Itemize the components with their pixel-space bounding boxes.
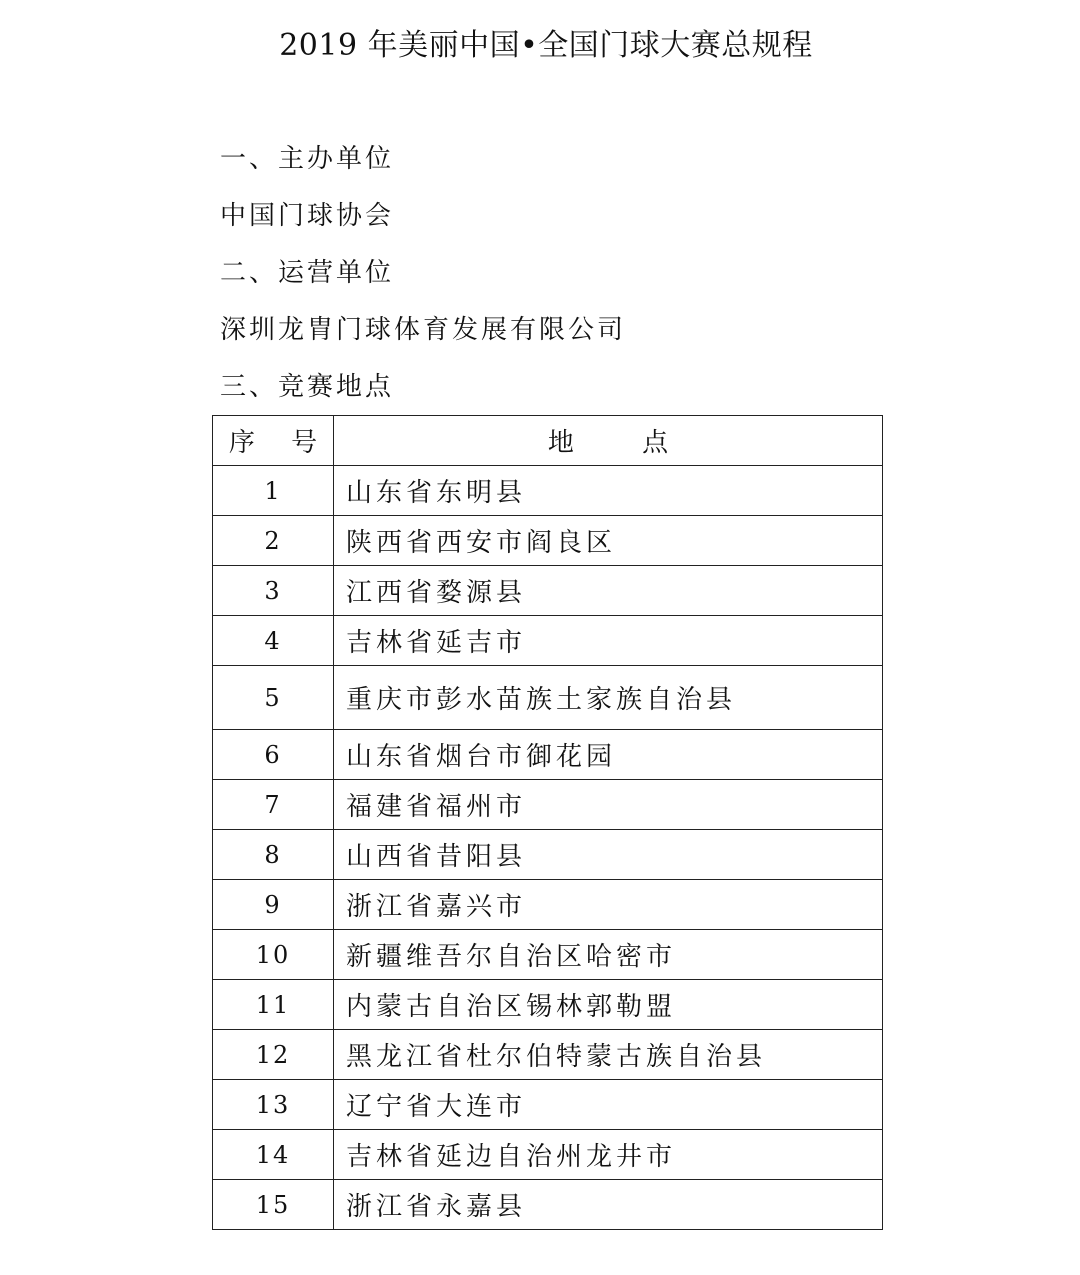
row-number: 8 [213, 830, 334, 880]
table-header-row [213, 416, 883, 466]
row-location: 吉林省延吉市 [334, 616, 883, 666]
row-number: 13 [213, 1080, 334, 1130]
header-number: 序 号 [213, 416, 334, 466]
row-number: 3 [213, 566, 334, 616]
row-location: 浙江省永嘉县 [334, 1180, 883, 1230]
row-number: 5 [213, 666, 334, 730]
row-location: 黑龙江省杜尔伯特蒙古族自治县 [334, 1030, 883, 1080]
row-location: 陕西省西安市阎良区 [334, 516, 883, 566]
row-number: 1 [213, 466, 334, 516]
venue-table [212, 415, 883, 1230]
table-row [213, 980, 883, 1030]
row-number: 11 [213, 980, 334, 1030]
row-number: 6 [213, 730, 334, 780]
table-row [213, 1130, 883, 1180]
header-location: 地 点 [334, 416, 883, 466]
table-row [213, 466, 883, 516]
table-row [213, 616, 883, 666]
organizer-name: 中国门球协会 [220, 201, 395, 231]
row-number: 9 [213, 880, 334, 930]
row-location: 新疆维吾尔自治区哈密市 [334, 930, 883, 980]
row-location: 吉林省延边自治州龙井市 [334, 1130, 883, 1180]
table-row [213, 1080, 883, 1130]
row-number: 12 [213, 1030, 334, 1080]
row-location: 山西省昔阳县 [334, 830, 883, 880]
table-row [213, 780, 883, 830]
table-row [213, 830, 883, 880]
section-heading-venues: 三、竞赛地点 [220, 372, 395, 402]
section-heading-organizer: 一、主办单位 [220, 144, 395, 174]
row-location: 山东省东明县 [334, 466, 883, 516]
table-row [213, 1030, 883, 1080]
table-row [213, 566, 883, 616]
table-row [213, 880, 883, 930]
row-number: 14 [213, 1130, 334, 1180]
document-title: 2019 年美丽中国•全国门球大赛总规程 [279, 28, 813, 63]
table-row [213, 1180, 883, 1230]
row-location: 重庆市彭水苗族土家族自治县 [334, 666, 883, 730]
row-location: 福建省福州市 [334, 780, 883, 830]
row-location: 山东省烟台市御花园 [334, 730, 883, 780]
table-row [213, 516, 883, 566]
row-number: 2 [213, 516, 334, 566]
table-row [213, 930, 883, 980]
row-location: 浙江省嘉兴市 [334, 880, 883, 930]
operator-name: 深圳龙胄门球体育发展有限公司 [220, 315, 627, 345]
row-number: 7 [213, 780, 334, 830]
row-location: 辽宁省大连市 [334, 1080, 883, 1130]
table-row [213, 666, 883, 730]
table-row [213, 730, 883, 780]
row-location: 江西省婺源县 [334, 566, 883, 616]
section-heading-operator: 二、运营单位 [220, 258, 395, 288]
row-number: 15 [213, 1180, 334, 1230]
row-location: 内蒙古自治区锡林郭勒盟 [334, 980, 883, 1030]
row-number: 4 [213, 616, 334, 666]
row-number: 10 [213, 930, 334, 980]
